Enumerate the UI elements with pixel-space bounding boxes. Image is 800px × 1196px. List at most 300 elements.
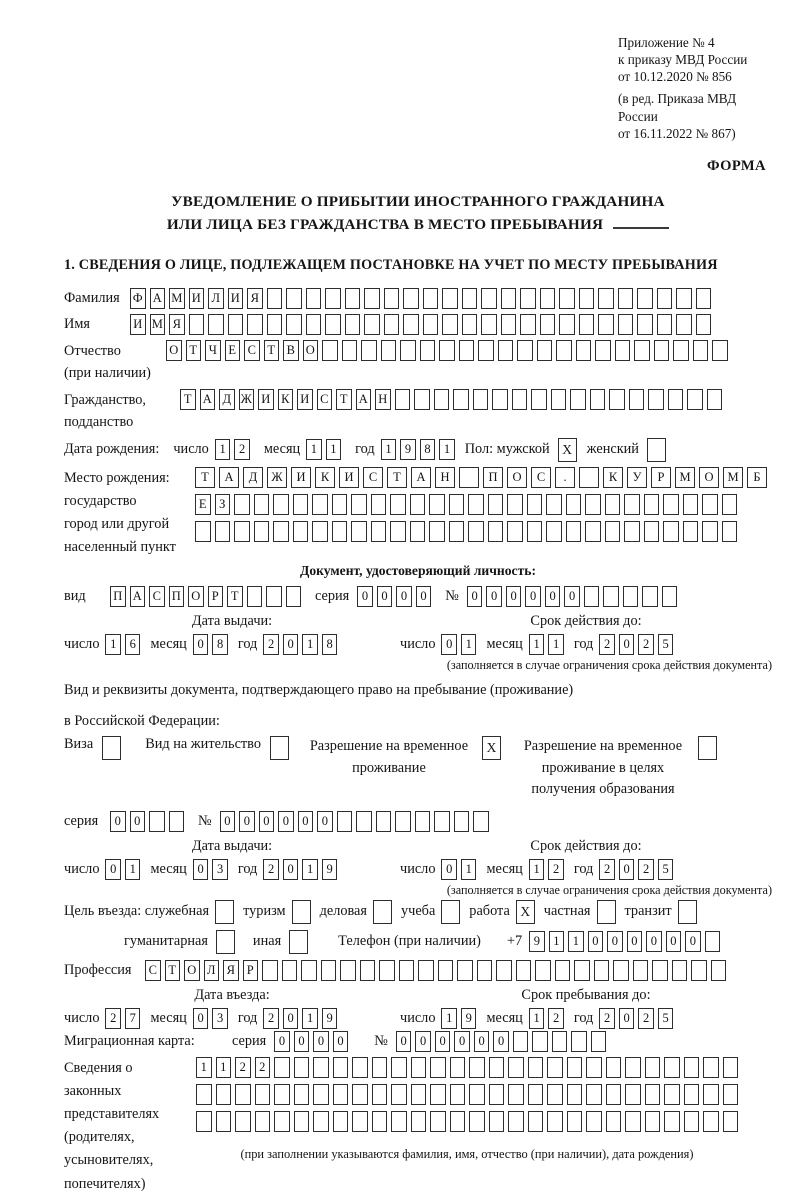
- form-cell[interactable]: [453, 389, 469, 410]
- form-cell[interactable]: [634, 340, 650, 361]
- form-cell[interactable]: [488, 521, 504, 542]
- form-cell[interactable]: 1: [125, 859, 141, 880]
- form-cell[interactable]: [645, 1084, 661, 1105]
- form-cell[interactable]: 0: [105, 859, 121, 880]
- form-cell[interactable]: [657, 314, 673, 335]
- form-cell[interactable]: [469, 1057, 485, 1078]
- form-cell[interactable]: [637, 314, 653, 335]
- form-cell[interactable]: Т: [387, 467, 407, 488]
- form-cell[interactable]: [337, 811, 353, 832]
- form-cell[interactable]: Л: [204, 960, 220, 981]
- form-cell[interactable]: [586, 1111, 602, 1132]
- form-cell[interactable]: 1: [302, 634, 318, 655]
- form-cell[interactable]: 1: [105, 634, 121, 655]
- form-cell[interactable]: [663, 521, 679, 542]
- purpose-work-checkbox[interactable]: X: [516, 900, 535, 924]
- form-cell[interactable]: 0: [283, 634, 299, 655]
- form-cell[interactable]: Д: [219, 389, 235, 410]
- form-cell[interactable]: [325, 314, 341, 335]
- form-cell[interactable]: 8: [212, 634, 228, 655]
- form-cell[interactable]: [262, 960, 278, 981]
- form-cell[interactable]: [705, 931, 721, 952]
- form-cell[interactable]: [286, 288, 302, 309]
- form-cell[interactable]: [603, 586, 619, 607]
- purpose-study-checkbox[interactable]: [441, 900, 460, 924]
- form-cell[interactable]: [371, 494, 387, 515]
- form-cell[interactable]: [450, 1111, 466, 1132]
- form-cell[interactable]: 1: [381, 439, 397, 460]
- form-cell[interactable]: 1: [196, 1057, 212, 1078]
- form-cell[interactable]: Р: [208, 586, 224, 607]
- form-cell[interactable]: [508, 1057, 524, 1078]
- form-cell[interactable]: [676, 314, 692, 335]
- form-cell[interactable]: 0: [441, 634, 457, 655]
- form-cell[interactable]: [657, 288, 673, 309]
- form-cell[interactable]: [722, 494, 738, 515]
- form-cell[interactable]: [364, 288, 380, 309]
- form-cell[interactable]: [598, 314, 614, 335]
- form-cell[interactable]: Ч: [205, 340, 221, 361]
- form-cell[interactable]: [696, 288, 712, 309]
- form-cell[interactable]: 1: [215, 439, 231, 460]
- form-cell[interactable]: [520, 288, 536, 309]
- form-cell[interactable]: Н: [375, 389, 391, 410]
- form-cell[interactable]: [579, 314, 595, 335]
- form-cell[interactable]: [723, 1084, 739, 1105]
- form-cell[interactable]: Д: [243, 467, 263, 488]
- form-cell[interactable]: [352, 1084, 368, 1105]
- purpose-official-checkbox[interactable]: [215, 900, 234, 924]
- form-cell[interactable]: [306, 314, 322, 335]
- form-cell[interactable]: 0: [564, 586, 580, 607]
- form-cell[interactable]: [707, 389, 723, 410]
- form-cell[interactable]: [410, 521, 426, 542]
- form-cell[interactable]: Я: [223, 960, 239, 981]
- form-cell[interactable]: [322, 340, 338, 361]
- form-cell[interactable]: [189, 314, 205, 335]
- form-cell[interactable]: [527, 521, 543, 542]
- form-cell[interactable]: [547, 1111, 563, 1132]
- form-cell[interactable]: 1: [461, 634, 477, 655]
- form-cell[interactable]: 1: [216, 1057, 232, 1078]
- form-cell[interactable]: [676, 288, 692, 309]
- form-cell[interactable]: [664, 1084, 680, 1105]
- form-cell[interactable]: [624, 521, 640, 542]
- form-cell[interactable]: [473, 389, 489, 410]
- form-cell[interactable]: [489, 1111, 505, 1132]
- form-cell[interactable]: Т: [264, 340, 280, 361]
- form-cell[interactable]: [352, 1057, 368, 1078]
- form-cell[interactable]: [546, 494, 562, 515]
- form-cell[interactable]: [687, 389, 703, 410]
- form-cell[interactable]: [664, 1057, 680, 1078]
- form-cell[interactable]: Л: [208, 288, 224, 309]
- form-cell[interactable]: С: [149, 586, 165, 607]
- form-cell[interactable]: [381, 340, 397, 361]
- form-cell[interactable]: 2: [255, 1057, 271, 1078]
- form-cell[interactable]: П: [483, 467, 503, 488]
- form-cell[interactable]: 8: [420, 439, 436, 460]
- form-cell[interactable]: [333, 1057, 349, 1078]
- form-cell[interactable]: [559, 288, 575, 309]
- form-cell[interactable]: 0: [467, 586, 483, 607]
- form-cell[interactable]: [585, 521, 601, 542]
- form-cell[interactable]: 0: [607, 931, 623, 952]
- form-cell[interactable]: [703, 1111, 719, 1132]
- form-cell[interactable]: [468, 521, 484, 542]
- form-cell[interactable]: [629, 389, 645, 410]
- form-cell[interactable]: [633, 960, 649, 981]
- form-cell[interactable]: 0: [377, 586, 393, 607]
- form-cell[interactable]: [586, 1057, 602, 1078]
- form-cell[interactable]: [391, 1111, 407, 1132]
- form-cell[interactable]: 0: [274, 1031, 290, 1052]
- form-cell[interactable]: [507, 494, 523, 515]
- form-cell[interactable]: 0: [416, 586, 432, 607]
- form-cell[interactable]: И: [339, 467, 359, 488]
- form-cell[interactable]: [345, 288, 361, 309]
- form-cell[interactable]: [489, 1084, 505, 1105]
- form-cell[interactable]: [496, 960, 512, 981]
- form-cell[interactable]: Я: [169, 314, 185, 335]
- form-cell[interactable]: 0: [493, 1031, 509, 1052]
- form-cell[interactable]: [517, 340, 533, 361]
- form-cell[interactable]: [540, 288, 556, 309]
- form-cell[interactable]: [351, 494, 367, 515]
- form-cell[interactable]: О: [188, 586, 204, 607]
- sex-female-checkbox[interactable]: [647, 438, 666, 462]
- form-cell[interactable]: [390, 521, 406, 542]
- form-cell[interactable]: [516, 960, 532, 981]
- form-cell[interactable]: [663, 494, 679, 515]
- form-cell[interactable]: И: [228, 288, 244, 309]
- form-cell[interactable]: С: [145, 960, 161, 981]
- form-cell[interactable]: [652, 960, 668, 981]
- form-cell[interactable]: [333, 1084, 349, 1105]
- form-cell[interactable]: [723, 1111, 739, 1132]
- form-cell[interactable]: [547, 1084, 563, 1105]
- form-cell[interactable]: [457, 960, 473, 981]
- form-cell[interactable]: [312, 494, 328, 515]
- form-cell[interactable]: [423, 288, 439, 309]
- form-cell[interactable]: [215, 521, 231, 542]
- form-cell[interactable]: 0: [396, 1031, 412, 1052]
- form-cell[interactable]: [442, 288, 458, 309]
- form-cell[interactable]: А: [219, 467, 239, 488]
- form-cell[interactable]: [208, 314, 224, 335]
- form-cell[interactable]: [434, 811, 450, 832]
- form-cell[interactable]: [684, 1084, 700, 1105]
- form-cell[interactable]: 0: [283, 859, 299, 880]
- form-cell[interactable]: 0: [313, 1031, 329, 1052]
- form-cell[interactable]: [254, 521, 270, 542]
- form-cell[interactable]: [364, 314, 380, 335]
- form-cell[interactable]: [169, 811, 185, 832]
- form-cell[interactable]: [313, 1057, 329, 1078]
- form-cell[interactable]: Р: [243, 960, 259, 981]
- form-cell[interactable]: [449, 494, 465, 515]
- form-cell[interactable]: [566, 521, 582, 542]
- form-cell[interactable]: [459, 340, 475, 361]
- form-cell[interactable]: [321, 960, 337, 981]
- form-cell[interactable]: 0: [193, 634, 209, 655]
- form-cell[interactable]: [693, 340, 709, 361]
- form-cell[interactable]: 1: [441, 1008, 457, 1029]
- form-cell[interactable]: [691, 960, 707, 981]
- form-cell[interactable]: [293, 494, 309, 515]
- form-cell[interactable]: С: [363, 467, 383, 488]
- form-cell[interactable]: [703, 1084, 719, 1105]
- form-cell[interactable]: 0: [130, 811, 146, 832]
- form-cell[interactable]: 0: [396, 586, 412, 607]
- form-cell[interactable]: [513, 1031, 529, 1052]
- form-cell[interactable]: [267, 314, 283, 335]
- form-cell[interactable]: [672, 960, 688, 981]
- form-cell[interactable]: [313, 1111, 329, 1132]
- form-cell[interactable]: [684, 1111, 700, 1132]
- form-cell[interactable]: Т: [227, 586, 243, 607]
- form-cell[interactable]: [673, 340, 689, 361]
- form-cell[interactable]: С: [531, 467, 551, 488]
- form-cell[interactable]: Н: [435, 467, 455, 488]
- form-cell[interactable]: [664, 1111, 680, 1132]
- form-cell[interactable]: 9: [322, 1008, 338, 1029]
- form-cell[interactable]: [683, 494, 699, 515]
- form-cell[interactable]: 0: [333, 1031, 349, 1052]
- form-cell[interactable]: [312, 521, 328, 542]
- form-cell[interactable]: [552, 1031, 568, 1052]
- form-cell[interactable]: [594, 960, 610, 981]
- form-cell[interactable]: [414, 389, 430, 410]
- form-cell[interactable]: [645, 1111, 661, 1132]
- form-cell[interactable]: [411, 1057, 427, 1078]
- form-cell[interactable]: [384, 288, 400, 309]
- form-cell[interactable]: [642, 586, 658, 607]
- form-cell[interactable]: А: [130, 586, 146, 607]
- form-cell[interactable]: [423, 314, 439, 335]
- form-cell[interactable]: [235, 1084, 251, 1105]
- form-cell[interactable]: [702, 521, 718, 542]
- form-cell[interactable]: [255, 1111, 271, 1132]
- form-cell[interactable]: 3: [212, 1008, 228, 1029]
- form-cell[interactable]: [590, 389, 606, 410]
- form-cell[interactable]: [247, 314, 263, 335]
- form-cell[interactable]: 1: [302, 1008, 318, 1029]
- form-cell[interactable]: Е: [225, 340, 241, 361]
- form-cell[interactable]: В: [283, 340, 299, 361]
- form-cell[interactable]: [216, 1084, 232, 1105]
- form-cell[interactable]: [352, 1111, 368, 1132]
- form-cell[interactable]: [333, 1111, 349, 1132]
- form-cell[interactable]: [507, 521, 523, 542]
- form-cell[interactable]: [722, 521, 738, 542]
- form-cell[interactable]: З: [215, 494, 231, 515]
- form-cell[interactable]: [332, 494, 348, 515]
- form-cell[interactable]: И: [189, 288, 205, 309]
- form-cell[interactable]: Я: [247, 288, 263, 309]
- form-cell[interactable]: [149, 811, 165, 832]
- form-cell[interactable]: [469, 1111, 485, 1132]
- form-cell[interactable]: 0: [685, 931, 701, 952]
- form-cell[interactable]: [360, 960, 376, 981]
- form-cell[interactable]: [644, 494, 660, 515]
- form-cell[interactable]: [420, 340, 436, 361]
- form-cell[interactable]: И: [258, 389, 274, 410]
- form-cell[interactable]: .: [555, 467, 575, 488]
- form-cell[interactable]: [579, 288, 595, 309]
- form-cell[interactable]: [481, 314, 497, 335]
- form-cell[interactable]: [613, 960, 629, 981]
- form-cell[interactable]: 1: [439, 439, 455, 460]
- form-cell[interactable]: [293, 521, 309, 542]
- form-cell[interactable]: [683, 521, 699, 542]
- form-cell[interactable]: 2: [599, 634, 615, 655]
- form-cell[interactable]: [439, 340, 455, 361]
- form-cell[interactable]: Ж: [239, 389, 255, 410]
- form-cell[interactable]: 0: [415, 1031, 431, 1052]
- form-cell[interactable]: [584, 586, 600, 607]
- form-cell[interactable]: [286, 314, 302, 335]
- form-cell[interactable]: [551, 389, 567, 410]
- form-cell[interactable]: [216, 1111, 232, 1132]
- temp-residence-checkbox[interactable]: X: [482, 736, 501, 760]
- form-cell[interactable]: М: [150, 314, 166, 335]
- form-cell[interactable]: [609, 389, 625, 410]
- form-cell[interactable]: [274, 1057, 290, 1078]
- form-cell[interactable]: [488, 494, 504, 515]
- form-cell[interactable]: Т: [195, 467, 215, 488]
- form-cell[interactable]: [430, 1057, 446, 1078]
- form-cell[interactable]: [313, 1084, 329, 1105]
- form-cell[interactable]: Т: [180, 389, 196, 410]
- form-cell[interactable]: [411, 1111, 427, 1132]
- form-cell[interactable]: Т: [336, 389, 352, 410]
- form-cell[interactable]: [274, 1084, 290, 1105]
- form-cell[interactable]: 0: [666, 931, 682, 952]
- form-cell[interactable]: [196, 1084, 212, 1105]
- form-cell[interactable]: [528, 1111, 544, 1132]
- form-cell[interactable]: М: [675, 467, 695, 488]
- form-cell[interactable]: [391, 1057, 407, 1078]
- form-cell[interactable]: [501, 314, 517, 335]
- purpose-business-checkbox[interactable]: [373, 900, 392, 924]
- form-cell[interactable]: П: [169, 586, 185, 607]
- form-cell[interactable]: 0: [619, 859, 635, 880]
- form-cell[interactable]: [195, 521, 211, 542]
- form-cell[interactable]: О: [303, 340, 319, 361]
- form-cell[interactable]: 2: [235, 1057, 251, 1078]
- form-cell[interactable]: Р: [651, 467, 671, 488]
- form-cell[interactable]: 2: [105, 1008, 121, 1029]
- form-cell[interactable]: Т: [165, 960, 181, 981]
- form-cell[interactable]: [429, 521, 445, 542]
- form-cell[interactable]: [418, 960, 434, 981]
- form-cell[interactable]: [274, 1111, 290, 1132]
- form-cell[interactable]: [512, 389, 528, 410]
- form-cell[interactable]: [684, 1057, 700, 1078]
- form-cell[interactable]: 7: [125, 1008, 141, 1029]
- form-cell[interactable]: [645, 1057, 661, 1078]
- form-cell[interactable]: [605, 494, 621, 515]
- form-cell[interactable]: К: [603, 467, 623, 488]
- form-cell[interactable]: [340, 960, 356, 981]
- form-cell[interactable]: 5: [658, 1008, 674, 1029]
- form-cell[interactable]: Е: [195, 494, 211, 515]
- form-cell[interactable]: [196, 1111, 212, 1132]
- form-cell[interactable]: [711, 960, 727, 981]
- form-cell[interactable]: 2: [599, 1008, 615, 1029]
- form-cell[interactable]: [266, 586, 282, 607]
- form-cell[interactable]: [459, 467, 479, 488]
- form-cell[interactable]: [442, 314, 458, 335]
- form-cell[interactable]: [696, 314, 712, 335]
- form-cell[interactable]: 1: [529, 859, 545, 880]
- form-cell[interactable]: М: [169, 288, 185, 309]
- form-cell[interactable]: [273, 494, 289, 515]
- form-cell[interactable]: 1: [568, 931, 584, 952]
- form-cell[interactable]: 0: [298, 811, 314, 832]
- form-cell[interactable]: 6: [125, 634, 141, 655]
- form-cell[interactable]: [379, 960, 395, 981]
- form-cell[interactable]: [469, 1084, 485, 1105]
- form-cell[interactable]: 1: [549, 931, 565, 952]
- form-cell[interactable]: 9: [461, 1008, 477, 1029]
- form-cell[interactable]: 2: [638, 1008, 654, 1029]
- form-cell[interactable]: 0: [239, 811, 255, 832]
- form-cell[interactable]: Ж: [267, 467, 287, 488]
- form-cell[interactable]: [546, 521, 562, 542]
- form-cell[interactable]: [454, 811, 470, 832]
- form-cell[interactable]: [508, 1084, 524, 1105]
- form-cell[interactable]: [559, 314, 575, 335]
- form-cell[interactable]: [703, 1057, 719, 1078]
- form-cell[interactable]: [342, 340, 358, 361]
- form-cell[interactable]: [234, 494, 250, 515]
- form-cell[interactable]: [585, 494, 601, 515]
- form-cell[interactable]: [571, 1031, 587, 1052]
- form-cell[interactable]: [356, 811, 372, 832]
- form-cell[interactable]: 1: [529, 634, 545, 655]
- form-cell[interactable]: 0: [627, 931, 643, 952]
- form-cell[interactable]: 0: [278, 811, 294, 832]
- sex-male-checkbox[interactable]: X: [558, 438, 577, 462]
- form-cell[interactable]: 1: [529, 1008, 545, 1029]
- form-cell[interactable]: [273, 521, 289, 542]
- form-cell[interactable]: А: [411, 467, 431, 488]
- form-cell[interactable]: 2: [548, 859, 564, 880]
- form-cell[interactable]: [294, 1084, 310, 1105]
- form-cell[interactable]: [586, 1084, 602, 1105]
- form-cell[interactable]: 0: [454, 1031, 470, 1052]
- form-cell[interactable]: П: [110, 586, 126, 607]
- form-cell[interactable]: [668, 389, 684, 410]
- form-cell[interactable]: 0: [110, 811, 126, 832]
- form-cell[interactable]: [702, 494, 718, 515]
- form-cell[interactable]: [372, 1084, 388, 1105]
- form-cell[interactable]: [625, 1111, 641, 1132]
- form-cell[interactable]: [473, 811, 489, 832]
- form-cell[interactable]: 1: [326, 439, 342, 460]
- form-cell[interactable]: 3: [212, 859, 228, 880]
- form-cell[interactable]: 0: [435, 1031, 451, 1052]
- form-cell[interactable]: О: [184, 960, 200, 981]
- form-cell[interactable]: [535, 960, 551, 981]
- form-cell[interactable]: И: [130, 314, 146, 335]
- form-cell[interactable]: [395, 389, 411, 410]
- form-cell[interactable]: [528, 1084, 544, 1105]
- purpose-tourism-checkbox[interactable]: [292, 900, 311, 924]
- purpose-other-checkbox[interactable]: [289, 930, 308, 954]
